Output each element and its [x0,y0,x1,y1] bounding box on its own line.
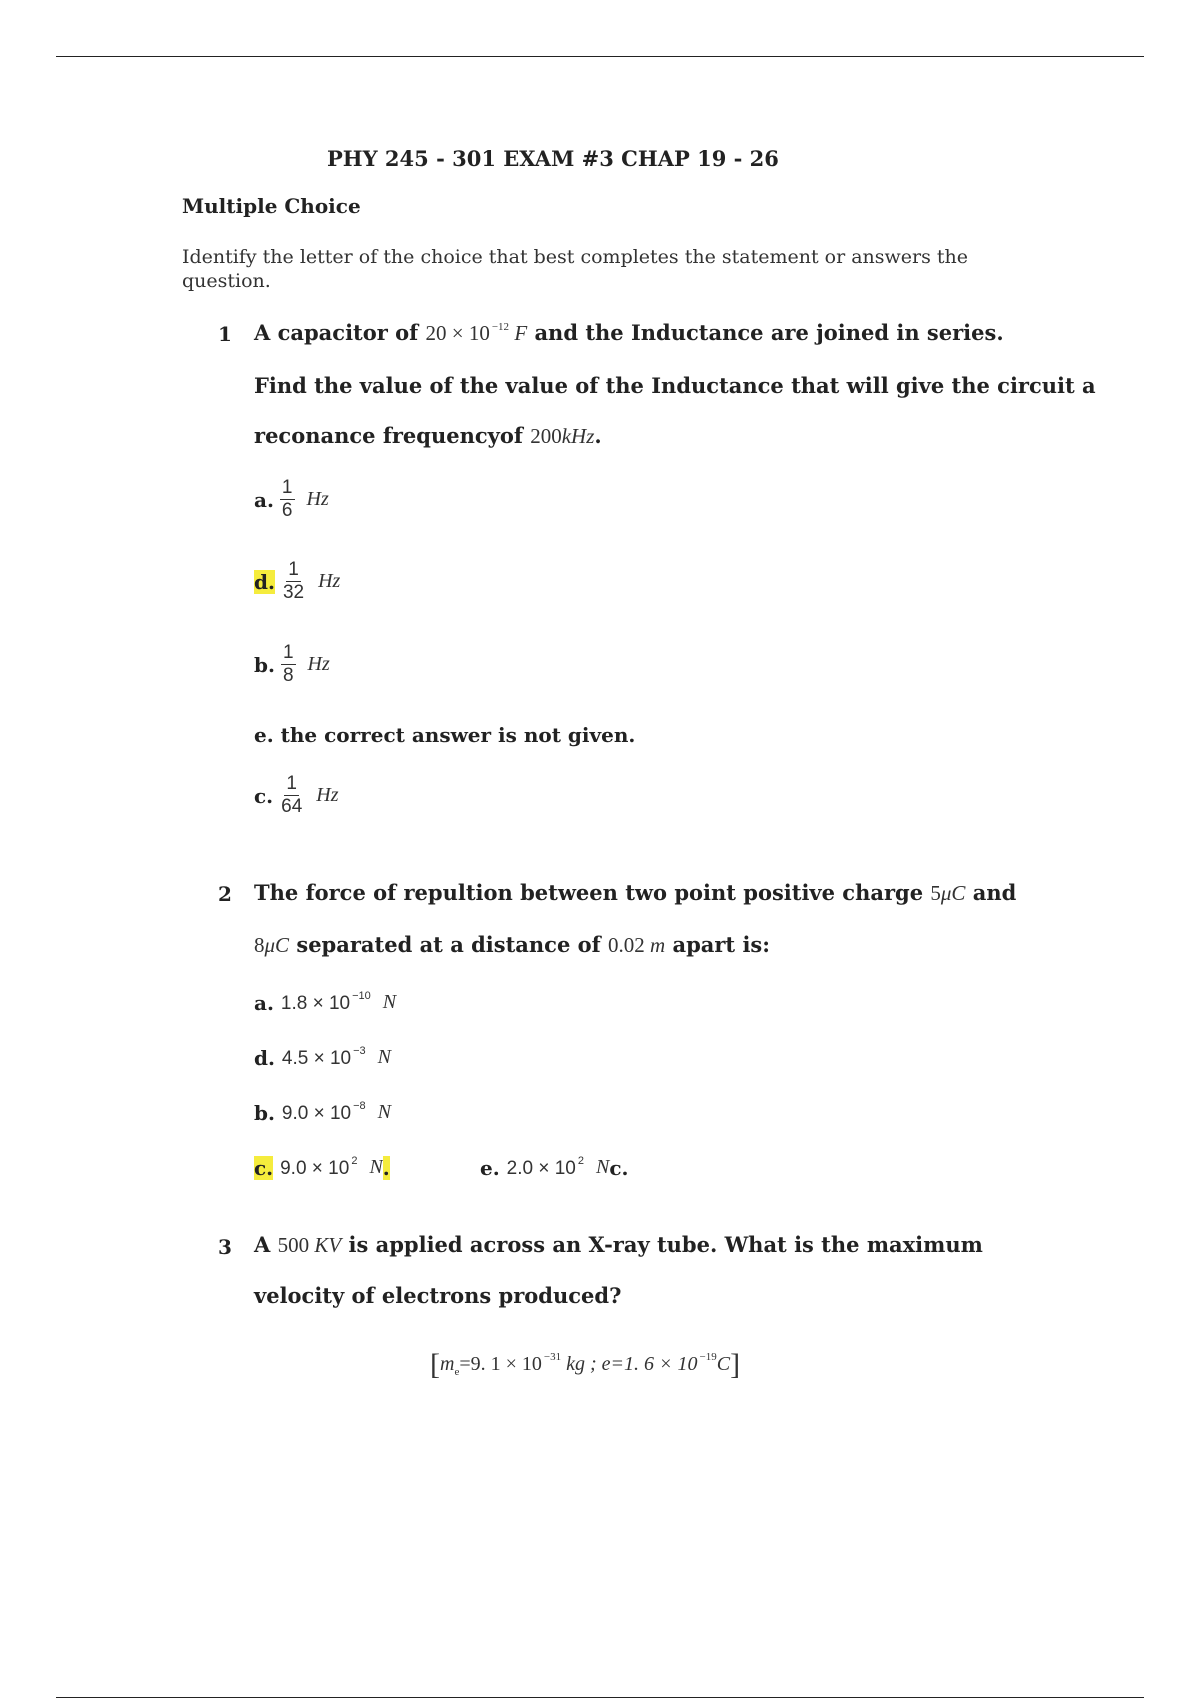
q3-given-constants: [$m_e=9$. 1 × 10 $^{-31}$ kg ; e=1. 6 × 10 $^{-19}$C] [430,1348,741,1381]
question-1-line-3: reconance frequencyof 200kHz. [254,423,602,448]
q1-capacitance: 20 × 10 $^{-12}$ F [425,321,528,345]
q1-option-b-fraction: $\frac{1}{8}$ [282,642,294,686]
question-1-line-2: Find the value of the value of the Inductance that will give the circuit a [254,373,1096,398]
q1-option-b[interactable]: b. $\frac{1}{8}$ Hz [254,642,330,686]
q2-option-b[interactable]: b. 9.0 × 10 $^{-8}$ N [254,1100,392,1125]
q1-option-a-fraction: $\frac{1}{6}$ [281,477,293,521]
q2-option-a[interactable]: a. 1.8 × 10 $^{-10}$ N [254,990,397,1015]
question-2-number: 2 [218,882,232,906]
top-rule [56,56,1144,57]
question-2-line-2: 8μC separated at a distance of 0.02 m apart is: [254,932,770,957]
q1-text-b: and the Inductance are joined in series. [534,320,1004,345]
question-1-number: 1 [218,322,232,346]
question-1-line-1 [254,320,1004,346]
q1-option-e[interactable]: e. the correct answer is not given. [254,723,636,747]
question-3-number: 3 [218,1235,232,1259]
q2-option-d[interactable]: d. 4.5 × 10 $^{-3}$ N [254,1045,392,1070]
section-heading: Multiple Choice [182,194,361,218]
q1-option-d[interactable]: d. $\frac{1}{32}$ Hz [254,559,341,603]
q1-option-c[interactable]: c. $\frac{1}{64}$ Hz [254,773,339,817]
question-3-line-2: velocity of electrons produced? [254,1283,622,1308]
q1-frequency: 200kHz [530,424,595,448]
q1-text-a: A capacitor of [254,320,419,345]
exam-title: PHY 245 - 301 EXAM #3 CHAP 19 - 26 [327,146,779,171]
q2-option-c[interactable]: c. 9.0 × 10 $^2$ N . [254,1155,390,1180]
instructions: Identify the letter of the choice that best completes the statement or answers the question. [182,246,969,292]
selected-answer-highlight: d. [254,569,275,594]
selected-answer-highlight: c. [254,1155,274,1180]
question-3-line-1: A 500 KV is applied across an X-ray tube. What is the maximum [254,1232,983,1257]
bottom-rule [56,1697,1144,1698]
q1-option-c-fraction: $\frac{1}{64}$ [281,773,303,817]
question-2-line-1: The force of repultion between two point positive charge 5μC and [254,880,1017,905]
q1-option-d-fraction: $\frac{1}{32}$ [282,559,305,603]
q1-option-a[interactable]: a. $\frac{1}{6}$ Hz [254,477,329,521]
q2-option-e[interactable]: e. 2.0 × 10 $^2$ N c. [480,1155,629,1180]
